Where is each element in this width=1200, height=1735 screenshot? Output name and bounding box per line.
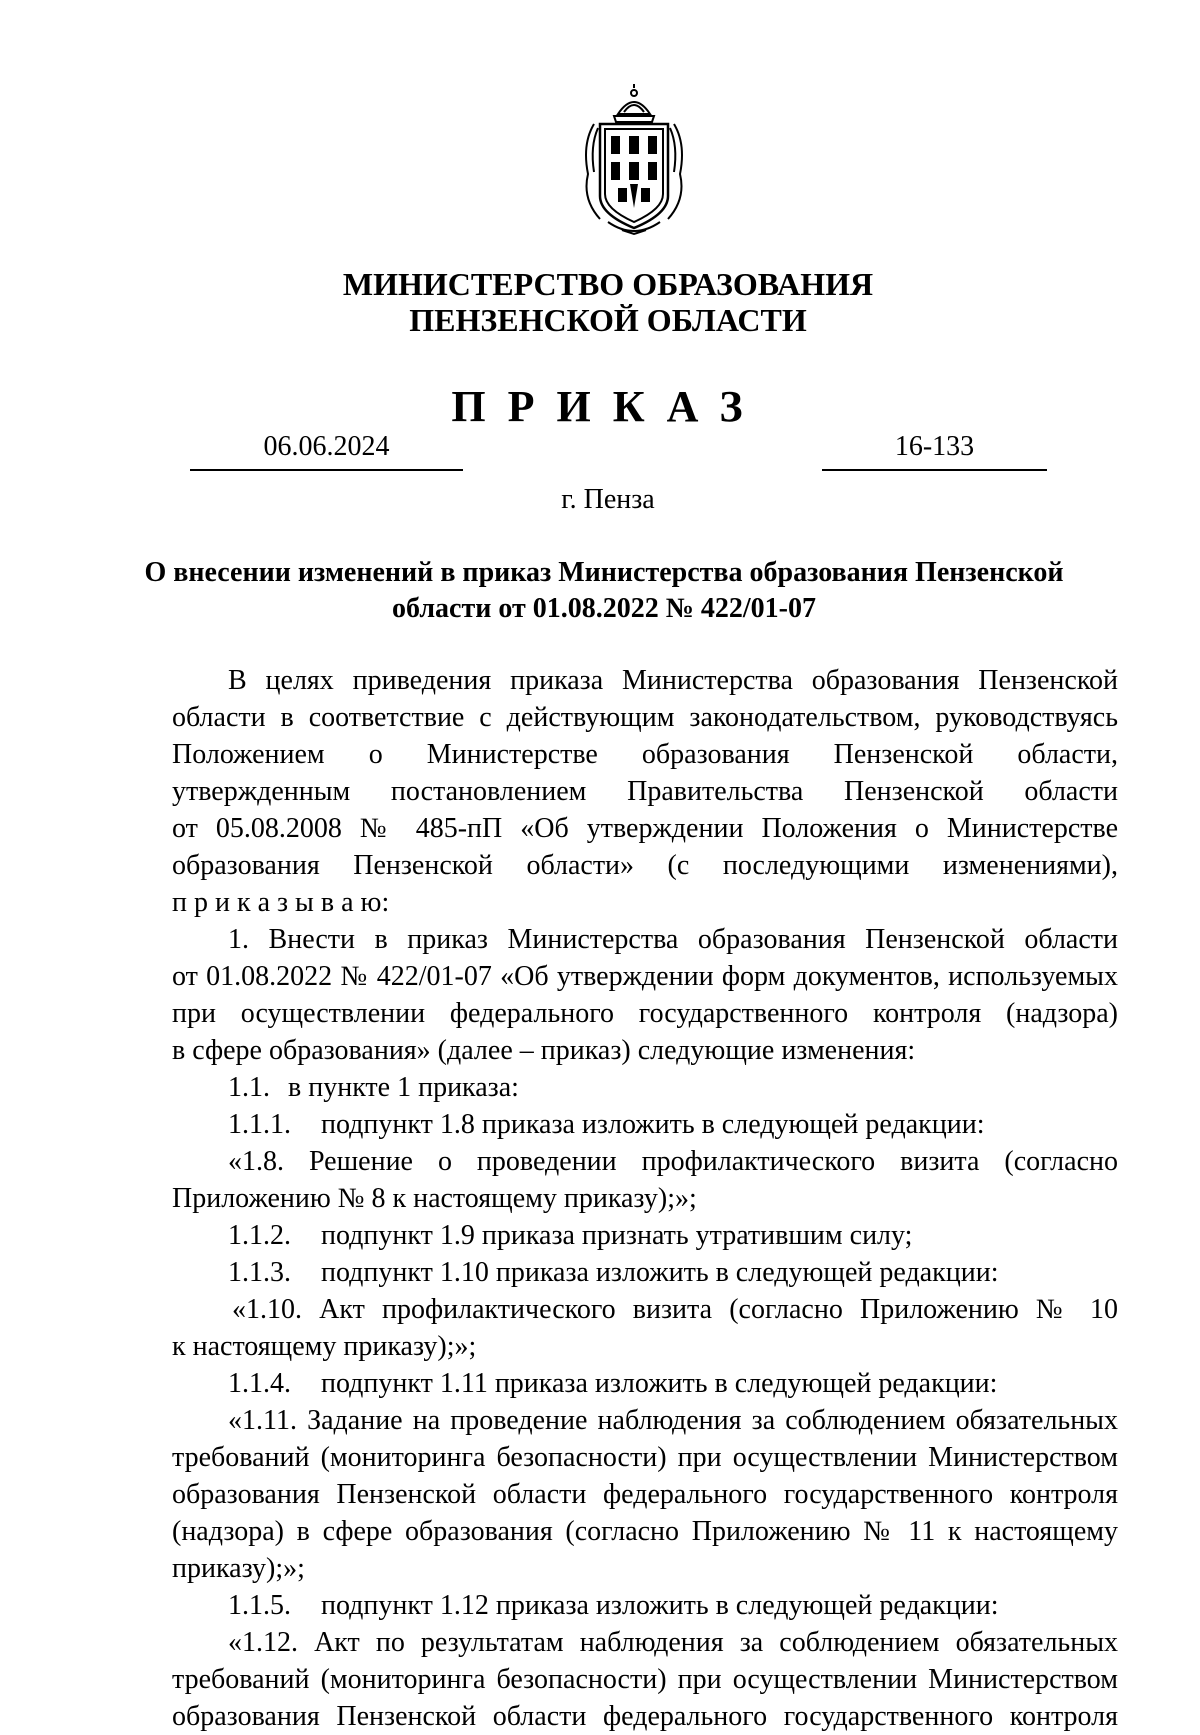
- body-line: к настоящему приказу);»;: [172, 1331, 477, 1362]
- list-item: [172, 1365, 1118, 1402]
- date-underline: [190, 469, 463, 471]
- body-line: образования Пензенской области федерального государственного контроля: [172, 1479, 1118, 1510]
- item-number: 1.1.2.: [228, 1220, 291, 1251]
- body-line: от 05.08.2008 № 485-пП «Об утверждении Положения о Министерстве: [172, 813, 1118, 844]
- number-underline: [822, 469, 1047, 471]
- body-line: «1.11. Задание на проведение наблюдения за соблюдением обязательных: [228, 1405, 1118, 1436]
- list-item: [172, 1069, 1118, 1106]
- document-body: [172, 662, 1118, 1735]
- body-line: (надзора) в сфере образования (согласно Приложению № 11 к настоящему: [172, 1516, 1118, 1547]
- item-number: 1.1.3.: [228, 1257, 291, 1288]
- item-number: 1.1.: [228, 1072, 270, 1103]
- body-line: требований (мониторинга безопасности) при осуществлении Министерством: [172, 1442, 1118, 1473]
- body-line: от 01.08.2022 № 422/01-07 «Об утверждении форм документов, используемых: [172, 961, 1118, 992]
- item-text: подпункт 1.9 приказа признать утратившим силу;: [321, 1220, 913, 1251]
- body-line: в сфере образования» (далее – приказ) следующие изменения:: [172, 1035, 916, 1066]
- document-number: 16-133: [894, 431, 975, 462]
- body-line: утвержденным постановлением Правительства Пензенской области: [172, 776, 1118, 807]
- body-line: образования Пензенской области федерального государственного контроля: [172, 1701, 1118, 1732]
- list-item: [172, 1217, 1118, 1254]
- body-line: образования Пензенской области» (с последующими изменениями),: [172, 850, 1118, 881]
- document-date: 06.06.2024: [263, 431, 390, 462]
- item-number: 1.1.5.: [228, 1590, 291, 1621]
- body-line: «1.8. Решение о проведении профилактического визита (согласно: [228, 1146, 1118, 1177]
- body-line: Приложению № 8 к настоящему приказу);»;: [172, 1183, 697, 1214]
- body-line: 1. Внести в приказ Министерства образования Пензенской области: [228, 924, 1118, 955]
- document-title-line1: О внесении изменений в приказ Министерства образования Пензенской: [144, 557, 1064, 588]
- body-line: п р и к а з ы в а ю:: [172, 887, 390, 918]
- list-item: [172, 1587, 1118, 1624]
- body-line: В целях приведения приказа Министерства образования Пензенской: [228, 665, 1118, 696]
- document-type: ПРИКАЗ: [451, 382, 765, 431]
- body-line: Положением о Министерстве образования Пензенской области,: [172, 739, 1118, 770]
- body-line: приказу);»;: [172, 1553, 305, 1584]
- body-line: области в соответствие с действующим законодательством, руководствуясь: [172, 702, 1118, 733]
- body-line: «1.12. Акт по результатам наблюдения за соблюдением обязательных: [228, 1627, 1118, 1658]
- ministry-name-line1: МИНИСТЕРСТВО ОБРАЗОВАНИЯ: [342, 266, 874, 302]
- document-title-line2: области от 01.08.2022 № 422/01-07: [392, 593, 816, 624]
- ministry-name-line2: ПЕНЗЕНСКОЙ ОБЛАСТИ: [409, 302, 807, 338]
- document-city: г. Пенза: [561, 484, 655, 515]
- body-line: «1.10. Акт профилактического визита (согласно Приложению № 10: [232, 1294, 1118, 1325]
- item-text: в пункте 1 приказа:: [288, 1072, 519, 1103]
- item-text: подпункт 1.12 приказа изложить в следующей редакции:: [321, 1590, 999, 1621]
- item-text: подпункт 1.8 приказа изложить в следующей редакции:: [321, 1109, 985, 1140]
- item-text: подпункт 1.10 приказа изложить в следующей редакции:: [321, 1257, 999, 1288]
- coat-of-arms-icon: [578, 84, 690, 236]
- body-line: при осуществлении федерального государственного контроля (надзора): [172, 998, 1118, 1029]
- item-number: 1.1.4.: [228, 1368, 291, 1399]
- list-item: [172, 1106, 1118, 1143]
- item-number: 1.1.1.: [228, 1109, 291, 1140]
- list-item: [172, 1254, 1118, 1291]
- body-line: требований (мониторинга безопасности) при осуществлении Министерством: [172, 1664, 1118, 1695]
- item-text: подпункт 1.11 приказа изложить в следующей редакции:: [321, 1368, 998, 1399]
